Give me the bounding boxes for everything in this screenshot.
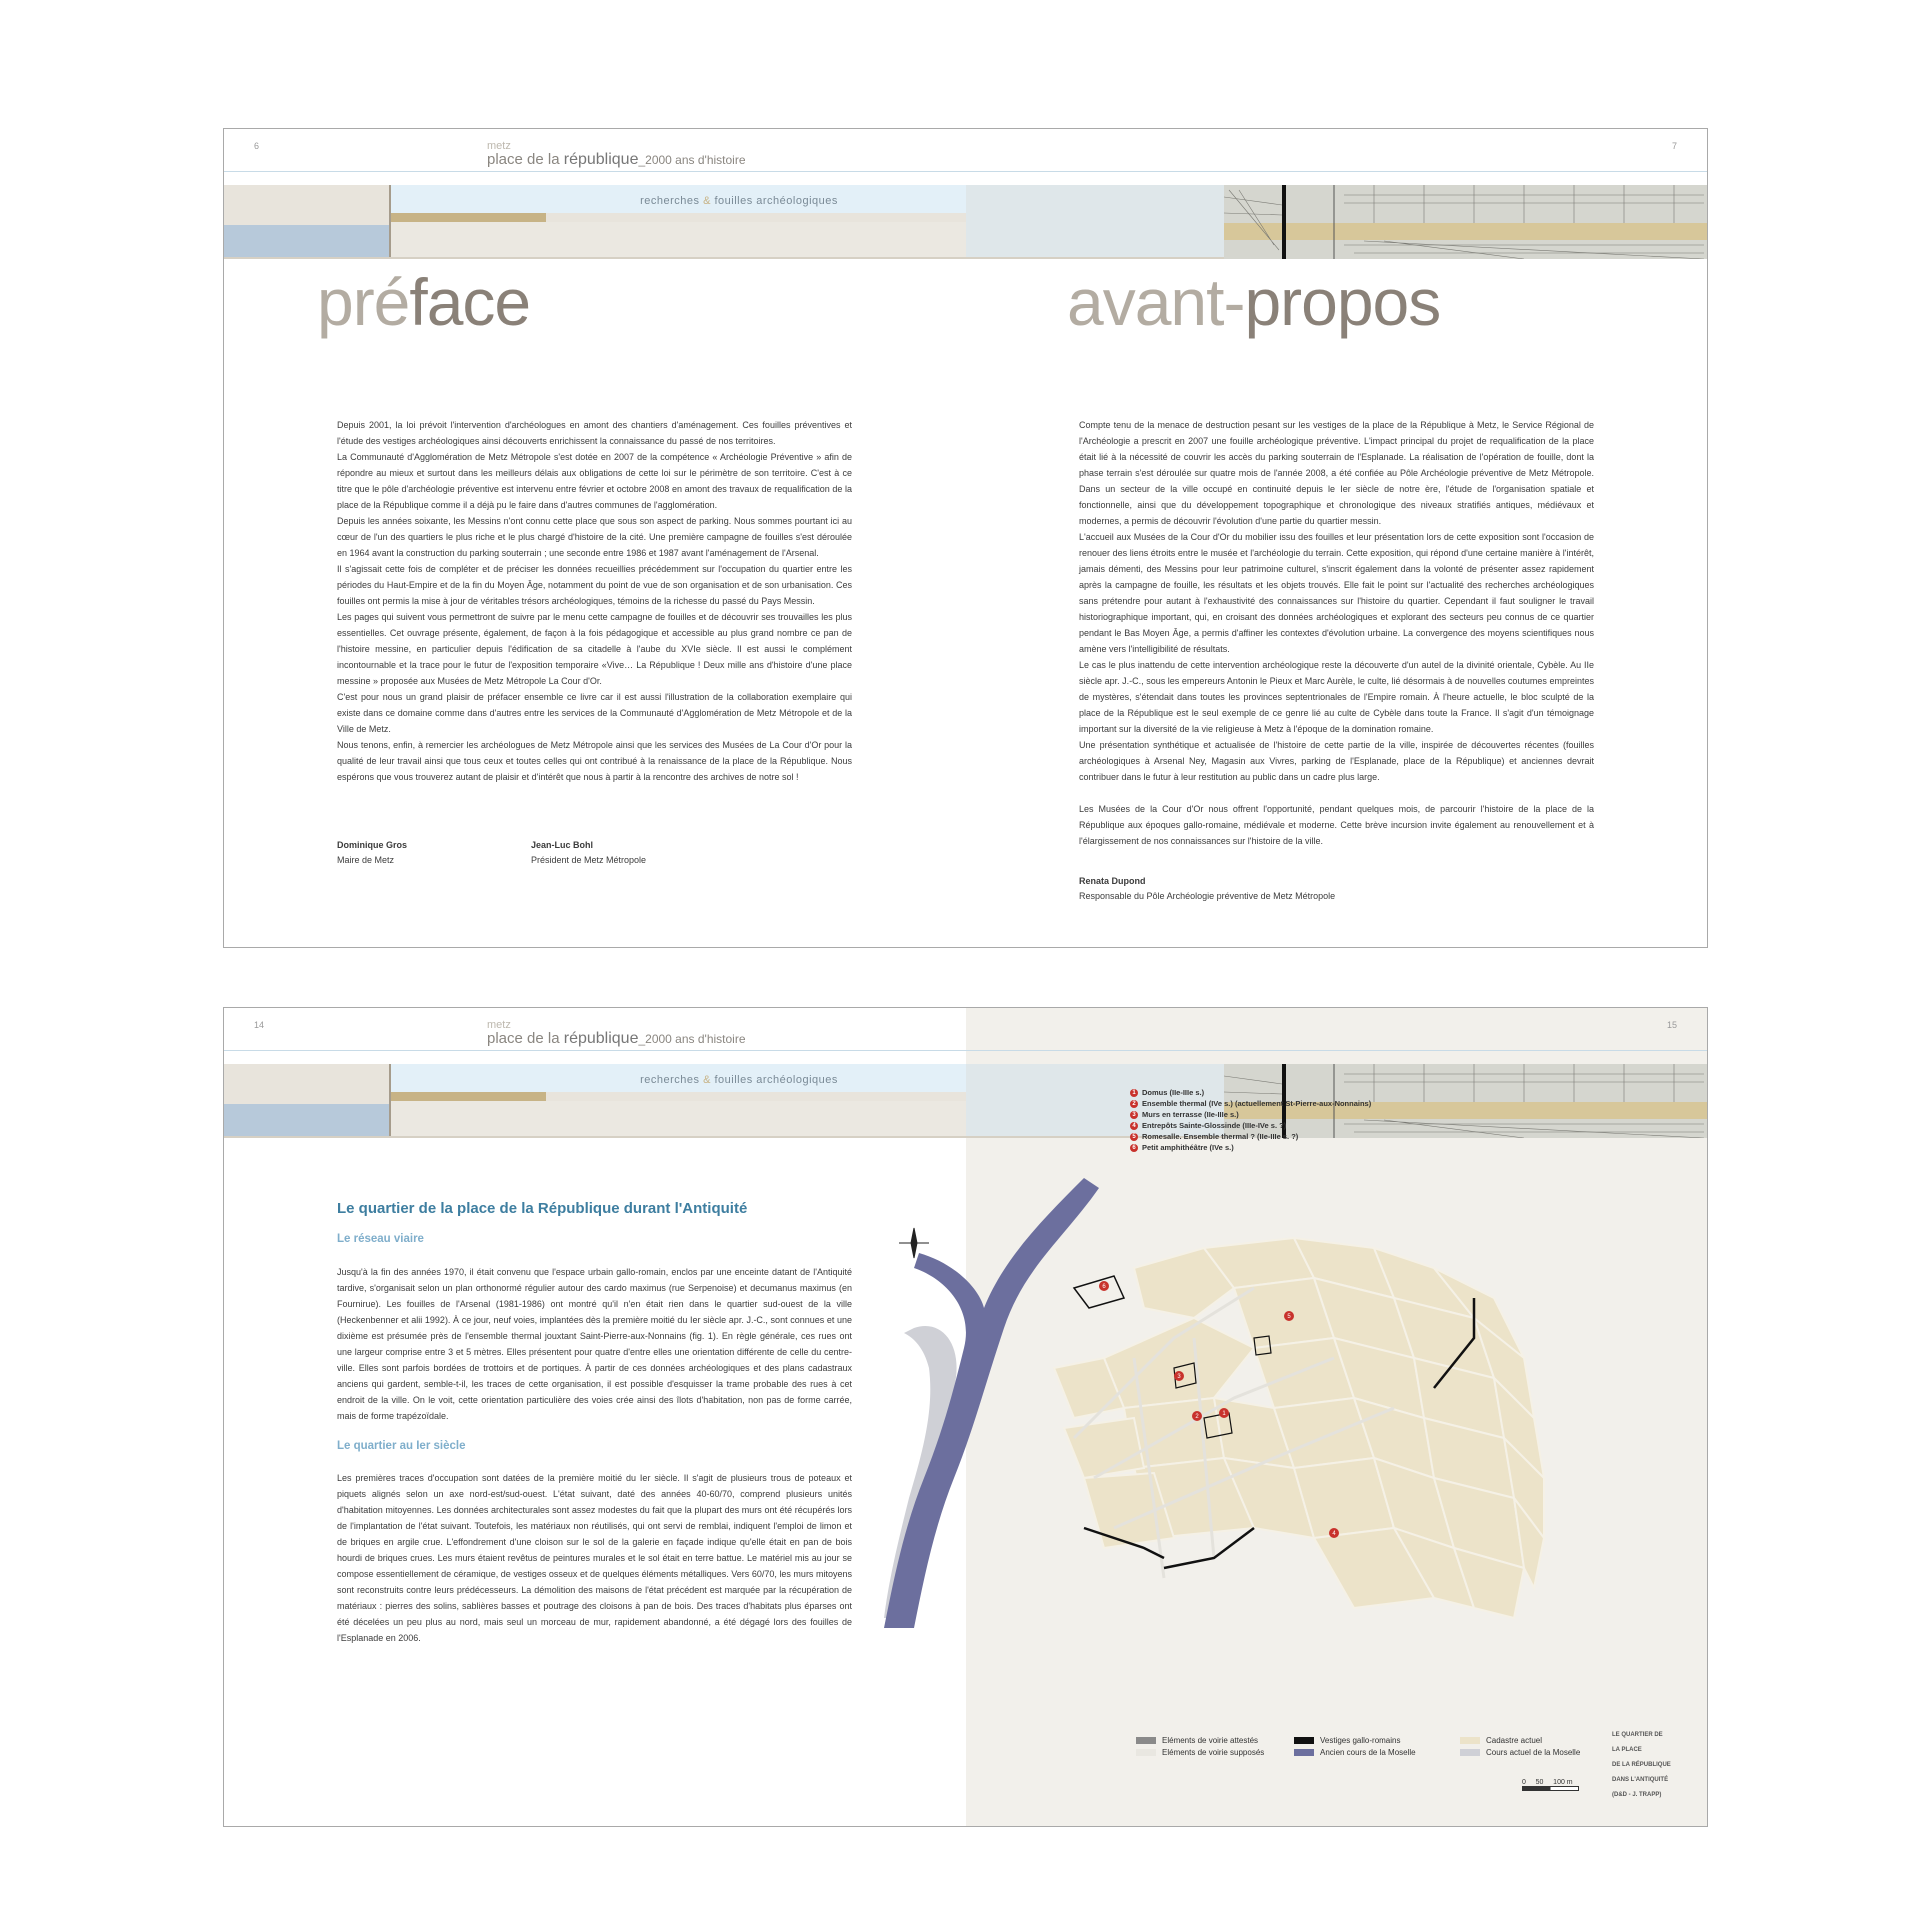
- body-quartier: Les premières traces d'occupation sont datées de la première moitié du Ier siècle. Il s'agit de plusieurs trous de poteaux et piquets alignés selon un axe nord-est/sud-ouest. L'état suivant, daté des années 40-60/70, comprend plusieurs unités d'habitation mitoyennes. Les données architecturales sont assez modestes du fait que la plupart des murs ont été récupérés lors de l'implantation de l'état suivant. Toutefois, les matériaux non réutilisés, qui ont servi de remblai, indiquent l'emploi de limon et de briques en argile crue. L'effondrement d'une cloison sur le sol de la galerie en façade indique qu'elle était en pan de bois hourdi de briques crues. Les murs étaient revêtus de peintures murales et le sol était en terre battue. Le matériel mis au jour se compose essentiellement de céramique, de vestiges osseux et de quelques éléments métalliques. Vers 60/70, les murs mitoyens sont reconstruits contre leurs prédécesseurs. La démolition des maisons de l'état précédent est marquée par la récupération de matériaux : pierres des solins, sablières basses et poutrage des cloisons à pan de bois. Des traces d'habitats plus éparses ont été décelées un peu plus au nord, mais seul un morceau de mur, rapidement abandonné, a été dégagé lors des fouilles de l'Esplanade en 2006.: [337, 1473, 852, 1643]
- divider-line: [224, 171, 1707, 172]
- paragraph: Depuis 2001, la loi prévoit l'intervention d'archéologues en amont des chantiers d'aménagement. Ces fouilles préventives et l'étude des vestiges archéologiques ainsi découverts enrichissent la connaissance du passé de nos territoires.: [337, 420, 852, 446]
- band-block: [224, 225, 389, 259]
- paragraph: [1079, 785, 1594, 801]
- legend-item: Vestiges gallo-romains: [1294, 1735, 1416, 1747]
- paragraph: L'accueil aux Musées de la Cour d'Or du mobilier issu des fouilles et leur présentation lors de cette exposition sont l'occasion de renouer des liens étroits entre le musée et l'archéologie du terrain. Cette exposition, qui répond d'une certaine manière à l'intérêt, jamais démenti, des Messins pour leur patrimoine culturel, s'inscrit également dans la volonté de présenter assez rapidement après la campagne de fouille, les résultats et les objets trouvés. Elle fait le point sur l'actualité des recherches archéologiques sans prétendre pour autant à l'exhaustivité des connaissances sur l'histoire du quartier. Cependant il faut souligner le travail historiographique important, qui, en croisant des données archéologiques et explorant des secteurs peu connus de ce quartier pendant le Bas Moyen Âge, a permis d'affiner les contextes d'évolution urbaine. La convergence des moyens scientifiques nous amène vers l'intelligibilité de résultats.: [1079, 532, 1594, 654]
- band-rule: [224, 257, 1224, 259]
- page-number-right: 7: [1671, 141, 1677, 151]
- section-label: recherches & fouilles archéologiques: [640, 195, 838, 207]
- svg-text:2: 2: [1195, 1414, 1199, 1420]
- divider-line: [224, 1050, 1707, 1051]
- running-head: [487, 1020, 746, 1047]
- paragraph: Le cas le plus inattendu de cette intervention archéologique reste la découverte d'un autel de la divinité orientale, Cybèle. Au IIe siècle apr. J.-C., sous les empereurs Antonin le Pieux et Marc Aurèle, le culte, lié désormais à de nouvelles coutumes empreintes de mystères, s'étendait dans toutes les provinces septentrionales de l'Empire romain. À l'heure actuelle, le bloc sculpté de la place de la République est le seul exemple de ce genre lié au culte de Cybèle dans toute la France. Il s'agit d'un témoignage important sur la diversité de la vie religieuse à Metz à l'époque de la domination romaine.: [1079, 660, 1594, 734]
- running-head-main: république: [563, 151, 639, 168]
- avant-propos-body: [1079, 417, 1594, 849]
- legend-item: Eléments de voirie supposés: [1136, 1747, 1264, 1759]
- band-block: [391, 1092, 546, 1101]
- page-number-left: 14: [254, 1020, 265, 1030]
- legend-item: Cours actuel de la Moselle: [1460, 1747, 1580, 1759]
- paragraph: C'est pour nous un grand plaisir de préfacer ensemble ce livre car il est aussi l'illustration de la collaboration exemplaire qui existe dans ce domaine comme dans d'autres entre les services de la Communauté d'Agglomération de Metz Métropole et de la Ville de Metz.: [337, 692, 852, 734]
- preface-body: [337, 417, 852, 785]
- subheading-quartier: Le quartier au Ier siècle: [337, 1440, 466, 1452]
- legend-item: Ancien cours de la Moselle: [1294, 1747, 1416, 1759]
- legend-swatch: [1460, 1749, 1480, 1756]
- svg-text:1: 1: [1222, 1411, 1226, 1417]
- map-key-item: 2 Ensemble thermal (IVe s.) (actuellement St-Pierre-aux-Nonnains): [1130, 1098, 1371, 1109]
- page-number-right: 15: [1666, 1020, 1677, 1030]
- signature-bohl: Jean-Luc Bohl Président de Metz Métropole: [531, 840, 647, 865]
- svg-text:3: 3: [1177, 1374, 1181, 1380]
- running-head-prefix: place de la: [487, 1030, 564, 1047]
- section-label: recherches & fouilles archéologiques: [640, 1074, 838, 1086]
- page-number-left: 6: [254, 141, 260, 151]
- paragraph: Nous tenons, enfin, à remercier les archéologues de Metz Métropole ainsi que les services des Musées de La Cour d'Or pour la qualité de leur travail ainsi que tous ceux et toutes celles qui ont contribué à la renaissance de la place de la République. Nous espérons que vous trouverez autant de plaisir et d'intérêt que nous à partir à la rencontre des archives de notre sol !: [337, 740, 852, 782]
- legend-item: Cadastre actuel: [1460, 1735, 1580, 1747]
- map-legend-col1: [1136, 1735, 1264, 1759]
- svg-text:6: 6: [1102, 1284, 1106, 1290]
- legend-swatch: [1294, 1737, 1314, 1744]
- avant-propos-title: avant-propos: [1067, 265, 1441, 339]
- band-rule: [224, 1136, 1224, 1138]
- archaeological-map: [874, 1158, 1574, 1628]
- map-key-item: 5 Romesalle. Ensemble thermal ? (IIe-IIIe s. ?): [1130, 1131, 1371, 1142]
- preface-title: préface: [317, 265, 531, 339]
- old-map-engraving: [1224, 185, 1708, 259]
- compass-rose-icon: [899, 1228, 929, 1258]
- band-block: [224, 1064, 389, 1104]
- paragraph: Les Musées de la Cour d'Or nous offrent l'opportunité, pendant quelques mois, de parcourir l'histoire de la place de la République aux époques gallo-romaine, médiévale et moderne. Cette brève incursion invite également au renouvellement et à l'élargissement de nos connaissances sur l'histoire de la ville.: [1079, 804, 1594, 846]
- legend-swatch: [1136, 1737, 1156, 1744]
- svg-text:4: 4: [1332, 1531, 1336, 1537]
- map-key-item: 6 Petit amphithéâtre (IVe s.): [1130, 1142, 1371, 1153]
- map-key-item: 1 Domus (IIe-IIIe s.): [1130, 1087, 1371, 1098]
- spread-preface: [223, 128, 1708, 948]
- legend-swatch: [1136, 1749, 1156, 1756]
- running-head-suffix: _2000 ans d'histoire: [638, 153, 746, 167]
- band-block: [391, 213, 546, 222]
- signature-gros: Dominique Gros Maire de Metz: [337, 840, 408, 865]
- old-map-strip: [1224, 185, 1708, 259]
- running-head-city: metz: [487, 140, 511, 152]
- running-head-suffix: _2000 ans d'histoire: [638, 1032, 746, 1046]
- paragraph: La Communauté d'Agglomération de Metz Métropole s'est dotée en 2007 de la compétence « Archéologie Préventive » afin de répondre au mieux et surtout dans les meilleurs délais aux obligations de cette loi sur le périmètre de son territoire. C'est à ce titre que le pôle d'archéologie préventive est intervenu entre février et octobre 2008 en amont des travaux de requalification de la place de la République comme il a déjà pu le faire dans d'autres communes de l'agglomération.: [337, 452, 852, 510]
- section-title: Le quartier de la place de la République durant l'Antiquité: [337, 1200, 748, 1217]
- map-caption: LE QUARTIER DE LA PLACE DE LA RÉPUBLIQUE DANS L'ANTIQUITÉ (D&D - J. TRAPP): [1612, 1732, 1671, 1798]
- map-key-item: 3 Murs en terrasse (IIe-IIIe s.): [1130, 1109, 1371, 1120]
- paragraph: Compte tenu de la menace de destruction pesant sur les vestiges de la place de la République à Metz, le Service Régional de l'Archéologie a prescrit en 2007 une fouille archéologique préventive. L'impact principal du projet de requalification de la place était lié à la nécessité de couvrir les accès du parking souterrain de l'Esplanade. La réalisation de l'opération de fouille, dont la phase terrain s'est déroulée sur quatre mois de l'année 2008, a été confiée au Pôle Archéologie préventive de Metz Métropole. Dans un secteur de la ville occupé en continuité depuis le Ier siècle de notre ère, l'étude de l'organisation spatiale et fonctionnelle, ainsi que du développement topographique et chronologique des niveaux stratifiés antiques, médiévaux et modernes, a permis de découvrir l'évolution d'une partie du quartier messin.: [1079, 420, 1594, 526]
- paragraph: Une présentation synthétique et actualisée de l'histoire de cette partie de la ville, inspirée de découvertes récentes (fouilles archéologiques à Arsenal Ney, Magasin aux Vivres, parking de l'Esplanade, place de la République) et anciennes devrait contribuer dans le futur à leur restitution au public dans un cadre plus large.: [1079, 740, 1594, 782]
- band-block: [224, 185, 389, 225]
- map-key-item: 4 Entrepôts Sainte-Glossinde (IIIe-IVe s. ?): [1130, 1120, 1371, 1131]
- paragraph: Il s'agissait cette fois de compléter et de préciser les données recueillies précédemment sur l'occupation du quartier entre les périodes du Haut-Empire et de la fin du Moyen Âge, notamment du point de vue de son organisation et de son urbanisation. Ces fouilles ont permis la mise à jour de véritables trésors archéologiques, témoins de la richesse du passé du Pays Messin.: [337, 564, 852, 606]
- legend-swatch: [1294, 1749, 1314, 1756]
- legend-swatch: [1460, 1737, 1480, 1744]
- signature-dupond: Renata Dupond Responsable du Pôle Archéologie préventive de Metz Métropole: [1079, 876, 1336, 901]
- band-block: [966, 185, 1224, 259]
- running-head-main: république: [563, 1030, 639, 1047]
- paragraph: Les pages qui suivent vous permettront de suivre par le menu cette campagne de fouilles et de découvrir ses trouvailles les plus essentielles. Cet ouvrage présente, également, de façon à la fois pédagogique et accessible au plus grand nombre ce pan de l'histoire messine, en particulier depuis l'édification de sa citadelle à l'aube du XVIe siècle. Il est aussi le complément incontournable et la trace pour le futur de l'exposition temporaire «Vive… La République ! Deux mille ans d'histoire d'une place messine » proposée aux Musées de Metz Métropole La Cour d'Or.: [337, 612, 852, 686]
- running-head-prefix: place de la: [487, 151, 564, 168]
- map-scale: 0 50 100 m: [1522, 1779, 1579, 1791]
- map-key: [1130, 1087, 1371, 1153]
- body-reseau: Jusqu'à la fin des années 1970, il était convenu que l'espace urbain gallo-romain, enclos par une enceinte datant de l'Antiquité tardive, s'organisait selon un plan orthonormé régulier autour des cardo maximus (rue Serpenoise) et decumanus maximus (en Fournirue). Les fouilles de l'Arsenal (1981-1986) ont montré qu'il n'en était rien dans le quartier sud-ouest de la ville (Heckenbenner et alii 1992). À ce jour, neuf voies, implantées dès la première moitié du Ier siècle apr. J.-C., sont connues et une dixième est présumée près de l'ensemble thermal jouxtant Saint-Pierre-aux-Nonnains (fig. 1). En règle générale, ces rues ont une largeur comprise entre 3 et 5 mètres. Elles présentent pour quatre d'entre elles une orientation différente de celle du centre-ville. Elles sont parfois bordées de trottoirs et de portiques. À partir de ces données archéologiques et des plans cadastraux anciens qui gardent, semble-t-il, les traces de cette organisation, il est possible d'esquisser la trame probable des rues à cet endroit de la ville. On le voit, cette orientation particulière des voies crée ainsi des îlots d'habitation, non pas de forme carrée, mais de forme trapézoïdale.: [337, 1267, 852, 1421]
- spread-antiquite: [223, 1007, 1708, 1827]
- map-legend-col2: [1294, 1735, 1416, 1759]
- subheading-reseau: Le réseau viaire: [337, 1233, 424, 1245]
- band-block: [224, 1104, 389, 1138]
- running-head: [487, 141, 746, 168]
- legend-item: Eléments de voirie attestés: [1136, 1735, 1264, 1747]
- map-legend-col3: [1460, 1735, 1580, 1759]
- running-head-city: metz: [487, 1019, 511, 1031]
- paragraph: Depuis les années soixante, les Messins n'ont connu cette place que sous son aspect de parking. Nous sommes pourtant ici au cœur de l'un des quartiers le plus riche et le plus chargé d'histoire de la cité. Une première campagne de fouilles s'est déroulée en 1964 avant la construction du parking souterrain ; une seconde entre 1986 et 1987 avant l'aménagement de l'Arsenal.: [337, 516, 852, 558]
- svg-text:5: 5: [1287, 1314, 1291, 1320]
